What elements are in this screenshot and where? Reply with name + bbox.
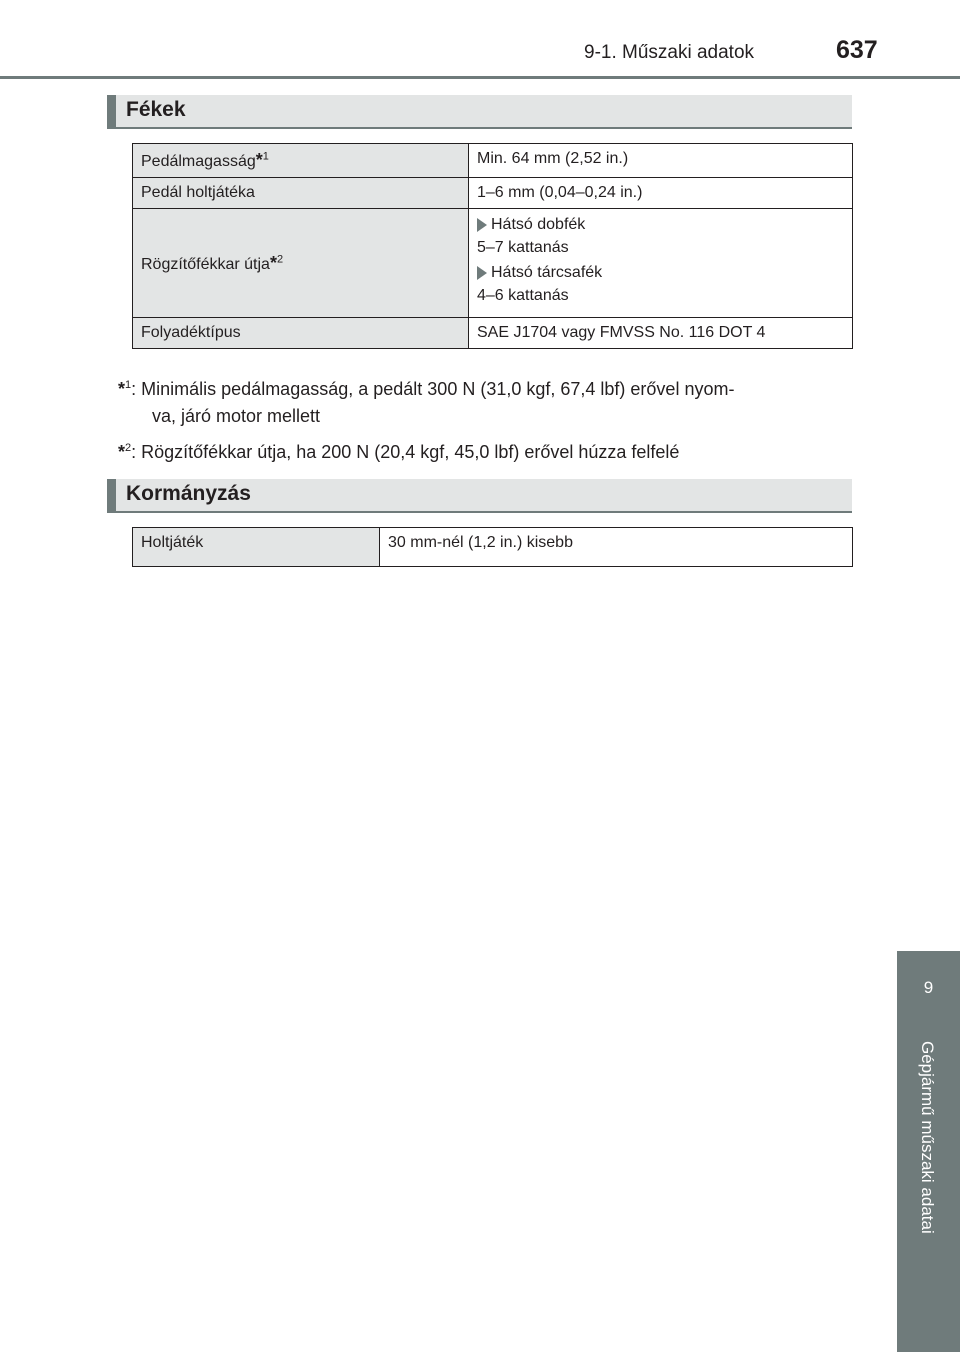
steering-spec-table: [132, 527, 853, 567]
row-label: Pedálmagasság*$^1$: [133, 144, 469, 178]
row-label: Rögzítőfékkar útja*$^2$: [133, 209, 469, 318]
section-heading-steering: [107, 479, 852, 513]
option-name: Hátsó tárcsafék: [491, 264, 603, 281]
row-value: [469, 209, 853, 318]
section-title-steering: Kormányzás: [126, 482, 251, 505]
option-value: 5–7 kattanás: [477, 239, 569, 256]
table-row: [133, 178, 853, 209]
table-row: [133, 209, 853, 318]
asterisk-icon: *: [269, 252, 277, 273]
footnote-ref: 2: [276, 253, 284, 266]
option-item: [477, 215, 844, 234]
header-section-title: 9-1. Műszaki adatok: [584, 42, 755, 63]
footnote-1: [118, 372, 858, 430]
table-row: [133, 318, 853, 349]
option-item: [477, 263, 844, 282]
section-heading-brakes: [107, 95, 852, 129]
footnote-2: [118, 435, 858, 466]
asterisk-icon: *: [118, 442, 126, 462]
chapter-tab-number: [897, 951, 960, 1031]
asterisk-icon: *: [118, 379, 126, 399]
footnote-ref: 1: [262, 150, 269, 163]
footnote-mark: 1: [125, 379, 132, 391]
footnote-text-continued: va, járó motor mellett: [152, 406, 321, 426]
asterisk-icon: *: [255, 150, 263, 170]
footnote-mark: 2: [125, 442, 132, 454]
row-value: 1–6 mm (0,04–0,24 in.): [469, 178, 853, 209]
row-label: Holtjáték: [133, 528, 380, 567]
chapter-number: 9: [923, 978, 934, 997]
table-row: [133, 528, 853, 567]
triangle-right-icon: [477, 218, 487, 232]
header-divider: [0, 76, 960, 79]
footnote-text: : Minimális pedálmagasság, a pedált 300 N (31,0 kgf, 67,4 lbf) erővel nyom-: [131, 379, 735, 399]
row-label: Folyadéktípus: [133, 318, 469, 349]
option-value: 4–6 kattanás: [477, 287, 569, 304]
section-title-brakes: Fékek: [126, 98, 186, 121]
row-label: Pedál holtjátéka: [133, 178, 469, 209]
row-value: Min. 64 mm (2,52 in.): [469, 144, 853, 178]
footnote-text: : Rögzítőfékkar útja, ha 200 N (20,4 kgf, 45,0 lbf) erővel húzza felfelé: [131, 442, 680, 462]
brakes-spec-table: [132, 143, 853, 349]
row-value: 30 mm-nél (1,2 in.) kisebb: [380, 528, 853, 567]
chapter-tab-label: [897, 1031, 960, 1352]
table-row: [133, 144, 853, 178]
page-number: 637: [836, 36, 878, 64]
row-value: SAE J1704 vagy FMVSS No. 116 DOT 4: [469, 318, 853, 349]
option-name: Hátsó dobfék: [491, 216, 586, 233]
chapter-title: Gépjármű műszaki adatai: [918, 1041, 937, 1234]
triangle-right-icon: [477, 266, 487, 280]
